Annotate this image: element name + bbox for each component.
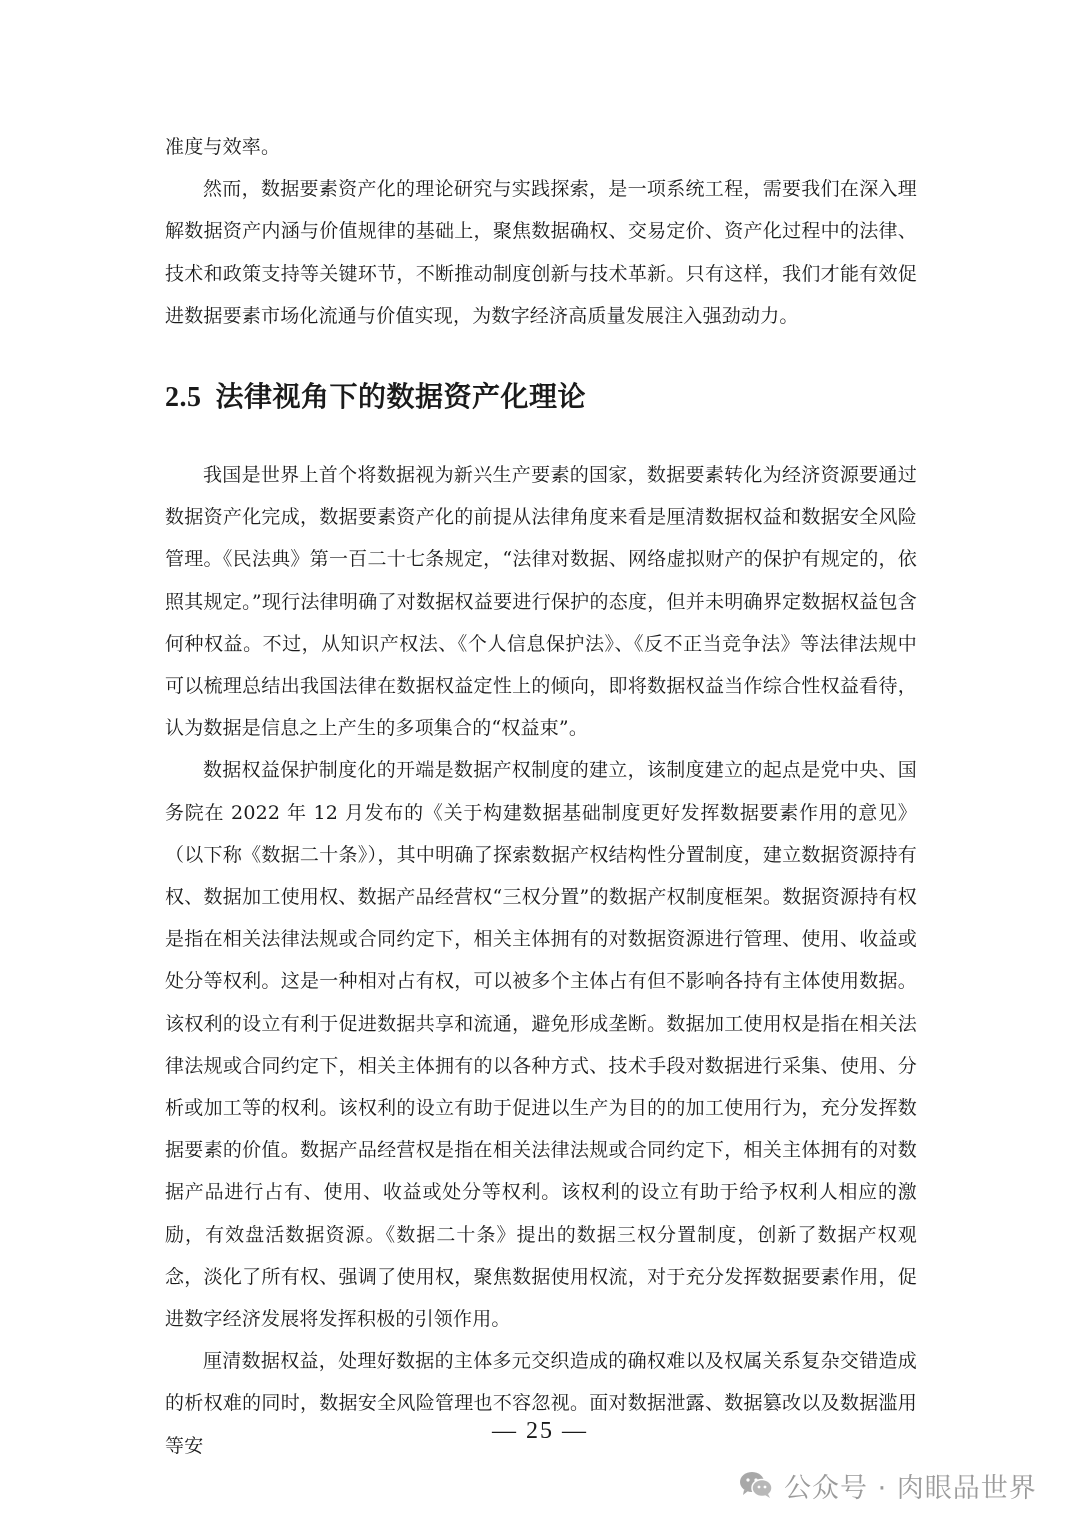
page-number: — 25 — <box>492 1418 588 1444</box>
paragraph: 数据权益保护制度化的开端是数据产权制度的建立，该制度建立的起点是党中央、国务院在 2022 年 12 月发布的《关于构建数据基础制度更好发挥数据要素作用的意见》（以下称《数据二十条》），其中明确了探索数据产权结构性分置制度，建立数据资源持有权、数据加工使用权、数据产品经营权“三权分置”的数据产权制度框架。数据资源持有权是指在相关法律法规或合同约定下，相关主体拥有的对数据资源进行管理、使用、收益或处分等权利。这是一种相对占有权，可以被多个主体占有但不影响各持有主体使用数据。该权利的设立有利于促进数据共享和流通，避免形成垄断。数据加工使用权是指在相关法律法规或合同约定下，相关主体拥有的以各种方式、技术手段对数据进行采集、使用、分析或加工等的权利。该权利的设立有助于促进以生产为目的的加工使用行为，充分发挥数据要素的价值。数据产品经营权是指在相关法律法规或合同约定下，相关主体拥有的对数据产品进行占有、使用、收益或处分等权利。该权利的设立有助于给予权利人相应的激励，有效盘活数据资源。《数据二十条》提出的数据三权分置制度，创新了数据产权观念，淡化了所有权、强调了使用权，聚焦数据使用权流，对于充分发挥数据要素作用，促进数字经济发展将发挥积极的引领作用。 <box>165 759 917 1331</box>
paragraph: 我国是世界上首个将数据视为新兴生产要素的国家，数据要素转化为经济资源要通过数据资产化完成，数据要素资产化的前提从法律角度来看是厘清数据权益和数据安全风险管理。《民法典》第一百二十七条规定，“法律对数据、网络虚拟财产的保护有规定的，依照其规定。”现行法律明确了对数据权益要进行保护的态度，但并未明确界定数据权益包含何种权益。不过，从知识产权法、《个人信息保护法》、《反不正当竞争法》等法律法规中可以梳理总结出我国法律在数据权益定性上的倾向，即将数据权益当作综合性权益看待，认为数据是信息之上产生的多项集合的“权益束”。 <box>165 464 917 740</box>
document-page <box>165 126 917 1467</box>
section-number: 2.5 <box>165 382 202 414</box>
wechat-icon <box>738 1470 774 1500</box>
section-title: 法律视角下的数据资产化理论 <box>215 380 587 414</box>
section-body <box>165 454 917 1467</box>
intro-paragraphs <box>165 126 917 337</box>
watermark-text: 公众号 · 肉眼品世界 <box>784 1472 1037 1504</box>
paragraph: 然而，数据要素资产化的理论研究与实践探索，是一项系统工程，需要我们在深入理解数据资产内涵与价值规律的基础上，聚焦数据确权、交易定价、资产化过程中的法律、技术和政策支持等关键环节，不断推动制度创新与技术革新。只有这样，我们才能有效促进数据要素市场化流通与价值实现，为数字经济高质量发展注入强劲动力。 <box>165 178 917 327</box>
section-heading <box>165 375 917 420</box>
paragraph: 厘清数据权益，处理好数据的主体多元交织造成的确权难以及权属关系复杂交错造成的析权难的同时，数据安全风险管理也不容忽视。面对数据泄露、数据篡改以及数据滥用等安 <box>165 1350 917 1457</box>
watermark <box>738 1460 1037 1510</box>
paragraph: 准度与效率。 <box>165 136 281 158</box>
